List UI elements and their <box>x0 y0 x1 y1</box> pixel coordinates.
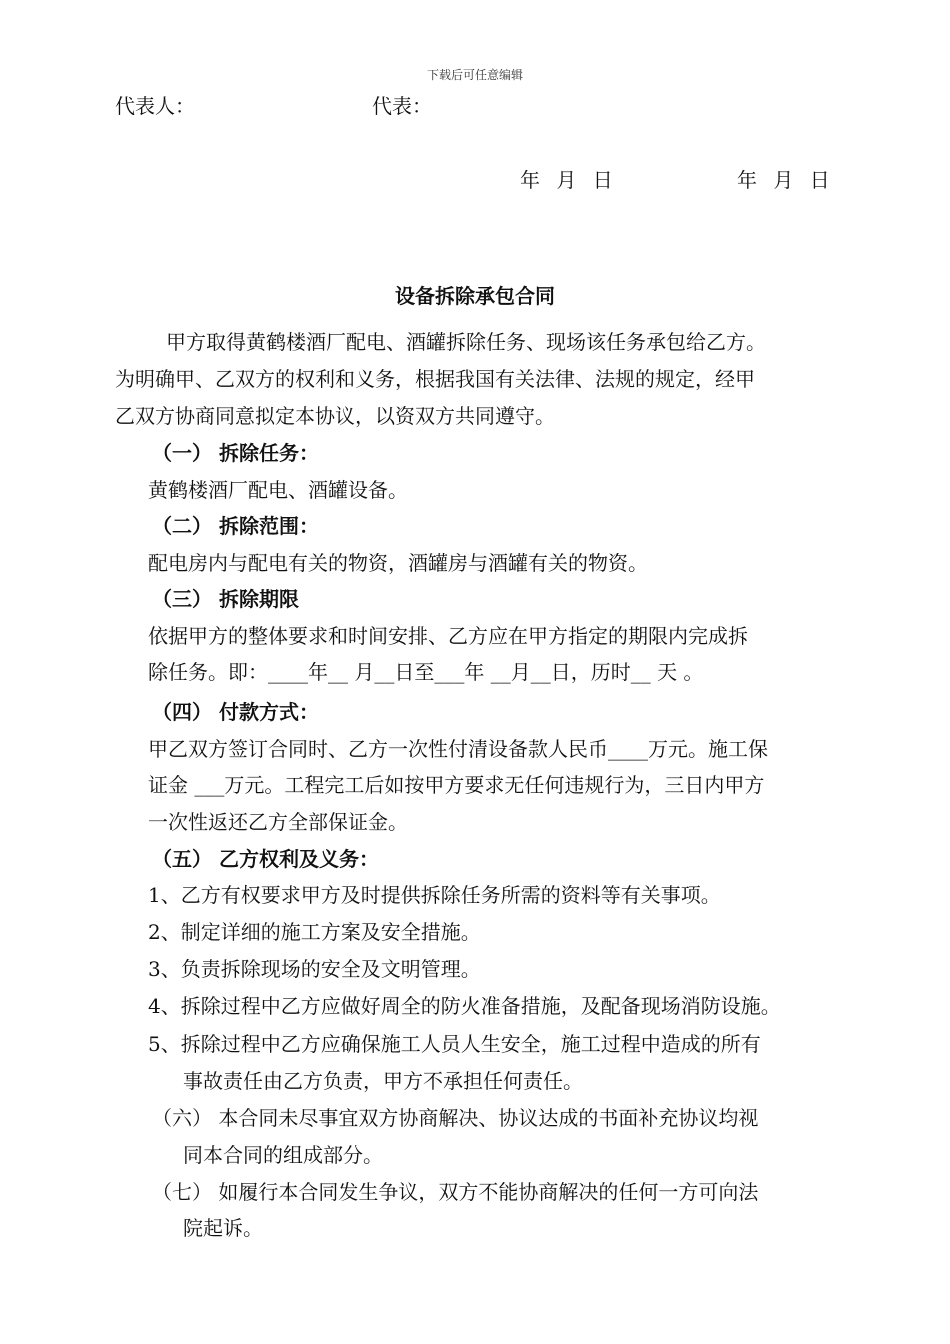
header-note: 下载后可任意编辑 <box>426 68 523 82</box>
date-party-a: 年 月 日 <box>520 168 613 192</box>
section-5-item-5-cont: 事故责任由乙方负责，甲方不承担任何责任。 <box>183 1069 583 1093</box>
section-4-body-3: 一次性返还乙方全部保证金。 <box>148 810 408 834</box>
section-5-heading: （五） 乙方权利及义务： <box>152 847 379 871</box>
section-2-body: 配电房内与配电有关的物资，酒罐房与酒罐有关的物资。 <box>148 551 648 575</box>
section-3-body-1: 依据甲方的整体要求和时间安排、乙方应在甲方指定的期限内完成拆 <box>148 624 748 648</box>
section-4-body-2: 证金 ___万元。工程完工后如按甲方要求无任何违规行为，三日内甲方 <box>148 773 765 797</box>
section-3-body-2: 除任务。即：____年__ 月__日至___年 __月__日，历时__ 天 。 <box>148 660 704 684</box>
intro-line-2: 为明确甲、乙双方的权利和义务，根据我国有关法律、法规的规定，经甲 <box>115 367 755 391</box>
section-6-line-1: （六） 本合同未尽事宜双方协商解决、协议达成的书面补充协议均视 <box>152 1106 759 1130</box>
section-5-item-1: 1、乙方有权要求甲方及时提供拆除任务所需的资料等有关事项。 <box>148 883 721 907</box>
date-party-b: 年 月 日 <box>737 168 830 192</box>
section-4-heading: （四） 付款方式： <box>152 700 319 724</box>
representative-label: 代表人： <box>115 94 195 118</box>
section-5-item-3: 3、负责拆除现场的安全及文明管理。 <box>148 957 481 981</box>
section-5-item-2: 2、制定详细的施工方案及安全措施。 <box>148 920 481 944</box>
document-title: 设备拆除承包合同 <box>395 284 555 308</box>
intro-line-3: 乙双方协商同意拟定本协议，以资双方共同遵守。 <box>115 404 555 428</box>
section-1-heading: （一） 拆除任务： <box>152 441 319 465</box>
representative2-label: 代表： <box>372 94 432 118</box>
section-5-item-5: 5、拆除过程中乙方应确保施工人员人生安全，施工过程中造成的所有 <box>148 1032 761 1056</box>
section-5-item-4: 4、拆除过程中乙方应做好周全的防火准备措施，及配备现场消防设施。 <box>148 994 781 1018</box>
section-7-line-1: （七） 如履行本合同发生争议，双方不能协商解决的任何一方可向法 <box>152 1180 759 1204</box>
section-6-line-2: 同本合同的组成部分。 <box>183 1143 383 1167</box>
section-7-line-2: 院起诉。 <box>183 1216 263 1240</box>
section-3-heading: （三） 拆除期限 <box>152 587 299 611</box>
section-1-body: 黄鹤楼酒厂配电、酒罐设备。 <box>148 478 408 502</box>
section-2-heading: （二） 拆除范围： <box>152 514 319 538</box>
section-4-body-1: 甲乙双方签订合同时、乙方一次性付清设备款人民币____万元。施工保 <box>148 737 768 761</box>
intro-line-1: 甲方取得黄鹤楼酒厂配电、酒罐拆除任务、现场该任务承包给乙方。 <box>166 330 766 354</box>
